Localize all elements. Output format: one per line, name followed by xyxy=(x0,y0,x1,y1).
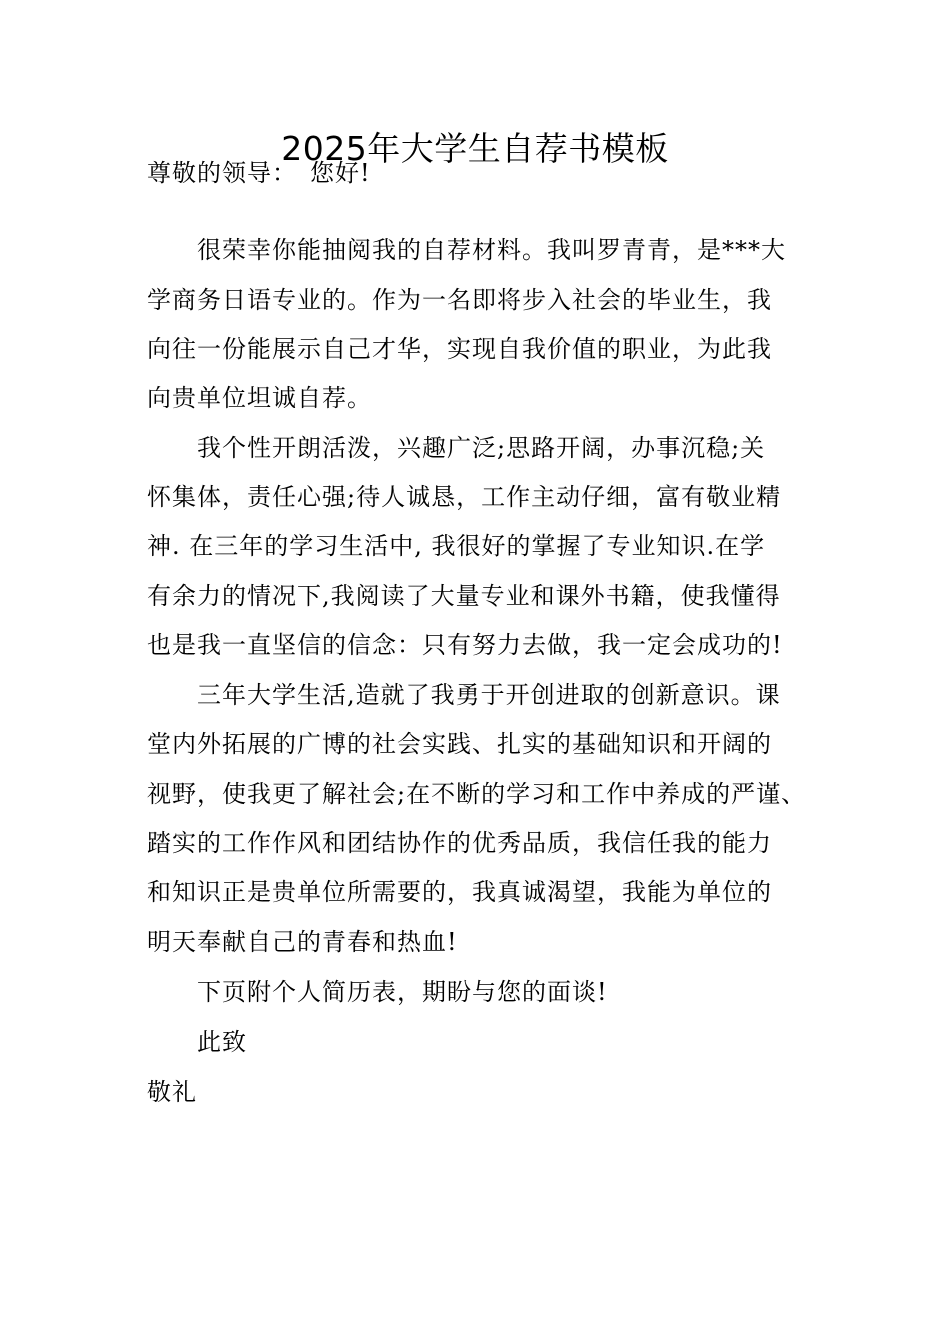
closing-regards: 敬礼 xyxy=(147,1078,197,1106)
paragraph-line: 三年大学生活,造就了我勇于开创进取的创新意识。课 xyxy=(197,681,781,709)
closing-note: 下页附个人简历表，期盼与您的面谈! xyxy=(197,978,608,1006)
paragraph-line: 向贵单位坦诚自荐。 xyxy=(147,384,372,412)
paragraph-line: 有余力的情况下,我阅读了大量专业和课外书籍，使我懂得 xyxy=(147,582,781,610)
paragraph-line: 也是我一直坚信的信念：只有努力去做，我一定会成功的! xyxy=(147,631,783,659)
paragraph-line: 我个性开朗活泼，兴趣广泛;思路开阔，办事沉稳;关 xyxy=(197,434,766,462)
document-title: 2025年大学生自荐书模板 xyxy=(281,129,669,168)
closing-phrase: 此致 xyxy=(197,1028,247,1056)
paragraph-line: 怀集体，责任心强;待人诚恳，工作主动仔细，富有敬业精 xyxy=(147,483,782,511)
paragraph-line: 学商务日语专业的。作为一名即将步入社会的毕业生，我 xyxy=(147,286,772,314)
paragraph-line: 神. 在三年的学习生活中, 我很好的掌握了专业知识.在学 xyxy=(147,532,766,560)
paragraph-line: 明天奉献自己的青春和热血! xyxy=(147,928,458,956)
paragraph-line: 和知识正是贵单位所需要的，我真诚渴望，我能为单位的 xyxy=(147,878,772,906)
paragraph-line: 很荣幸你能抽阅我的自荐材料。我叫罗青青，是***大 xyxy=(197,236,786,264)
salutation: 尊敬的领导： 您好! xyxy=(147,159,371,187)
paragraph-line: 向往一份能展示自己才华，实现自我价值的职业，为此我 xyxy=(147,335,772,363)
paragraph-line: 视野，使我更了解社会;在不断的学习和工作中养成的严谨、 xyxy=(147,780,807,808)
paragraph-line: 踏实的工作作风和团结协作的优秀品质，我信任我的能力 xyxy=(147,829,772,857)
paragraph-line: 堂内外拓展的广博的社会实践、扎实的基础知识和开阔的 xyxy=(147,730,772,758)
